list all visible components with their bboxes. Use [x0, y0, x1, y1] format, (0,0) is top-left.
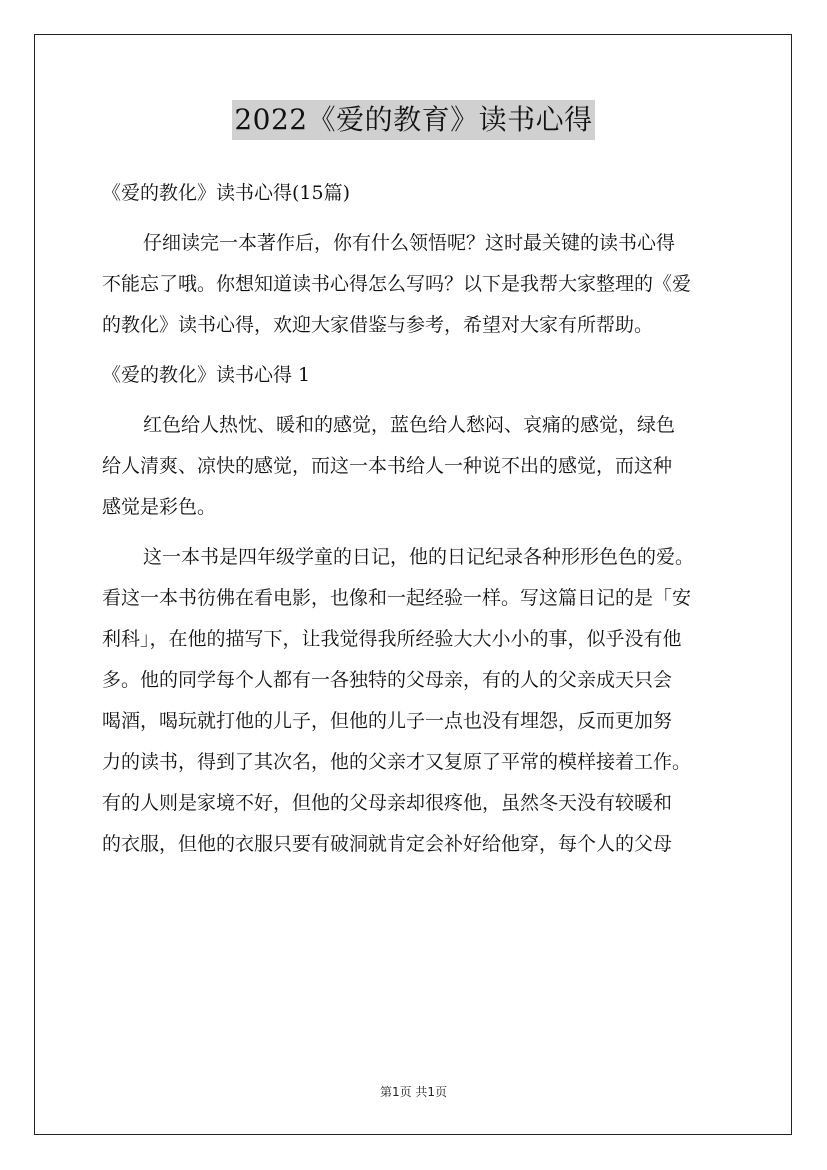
paragraph-line: 给人清爽、凉快的感觉，而这一本书给人一种说不出的感觉，而这种: [102, 455, 673, 477]
document-subtitle: 《爱的教化》读书心得(15篇): [102, 182, 351, 204]
paragraph-line: 利科」，在他的描写下，让我觉得我所经验大大小小的事，似乎没有他: [102, 628, 682, 650]
paragraph-line: 力的读书，得到了其次名，他的父亲才又复原了平常的模样接着工作。: [102, 751, 692, 773]
document-body: [102, 173, 736, 874]
paragraph-line: 感觉是彩色。: [102, 496, 217, 518]
paragraph-line: 红色给人热忱、暖和的感觉，蓝色给人愁闷、哀痛的感觉，绿色: [143, 414, 676, 436]
document-title: 2022《爱的教育》读书心得: [232, 100, 594, 140]
paragraph-line: 的教化》读书心得，欢迎大家借鉴与参考，希望对大家有所帮助。: [102, 314, 654, 336]
paragraph-line: 喝酒，喝玩就打他的儿子，但他的儿子一点也没有埋怨，反而更加努: [102, 710, 673, 732]
paragraph-line: 有的人则是家境不好，但他的父母亲却很疼他，虽然冬天没有较暖和: [102, 792, 673, 814]
paragraph-1: [102, 405, 736, 528]
paragraph-line: 的衣服，但他的衣服只要有破洞就肯定会补好给他穿，每个人的父母: [102, 833, 673, 855]
title-container: [0, 100, 827, 140]
section-heading: 《爱的教化》读书心得 1: [102, 364, 311, 386]
paragraph-line: 多。他的同学每个人都有一各独特的父母亲，有的人的父亲成天只会: [102, 669, 673, 691]
page-number: 第1页 共1页: [379, 1085, 448, 1099]
paragraph-line: 不能忘了哦。你想知道读书心得怎么写吗？以下是我帮大家整理的《爱: [102, 273, 692, 295]
page-footer: [0, 1083, 827, 1100]
intro-paragraph: [102, 223, 736, 346]
paragraph-2: [102, 537, 736, 865]
paragraph-line: 看这一本书彷佛在看电影，也像和一起经验一样。写这篇日记的是「安: [102, 587, 692, 609]
paragraph-line: 仔细读完一本著作后，你有什么领悟呢？这时最关键的读书心得: [143, 232, 676, 254]
paragraph-line: 这一本书是四年级学童的日记，他的日记纪录各种形形色色的爱。: [143, 546, 695, 568]
